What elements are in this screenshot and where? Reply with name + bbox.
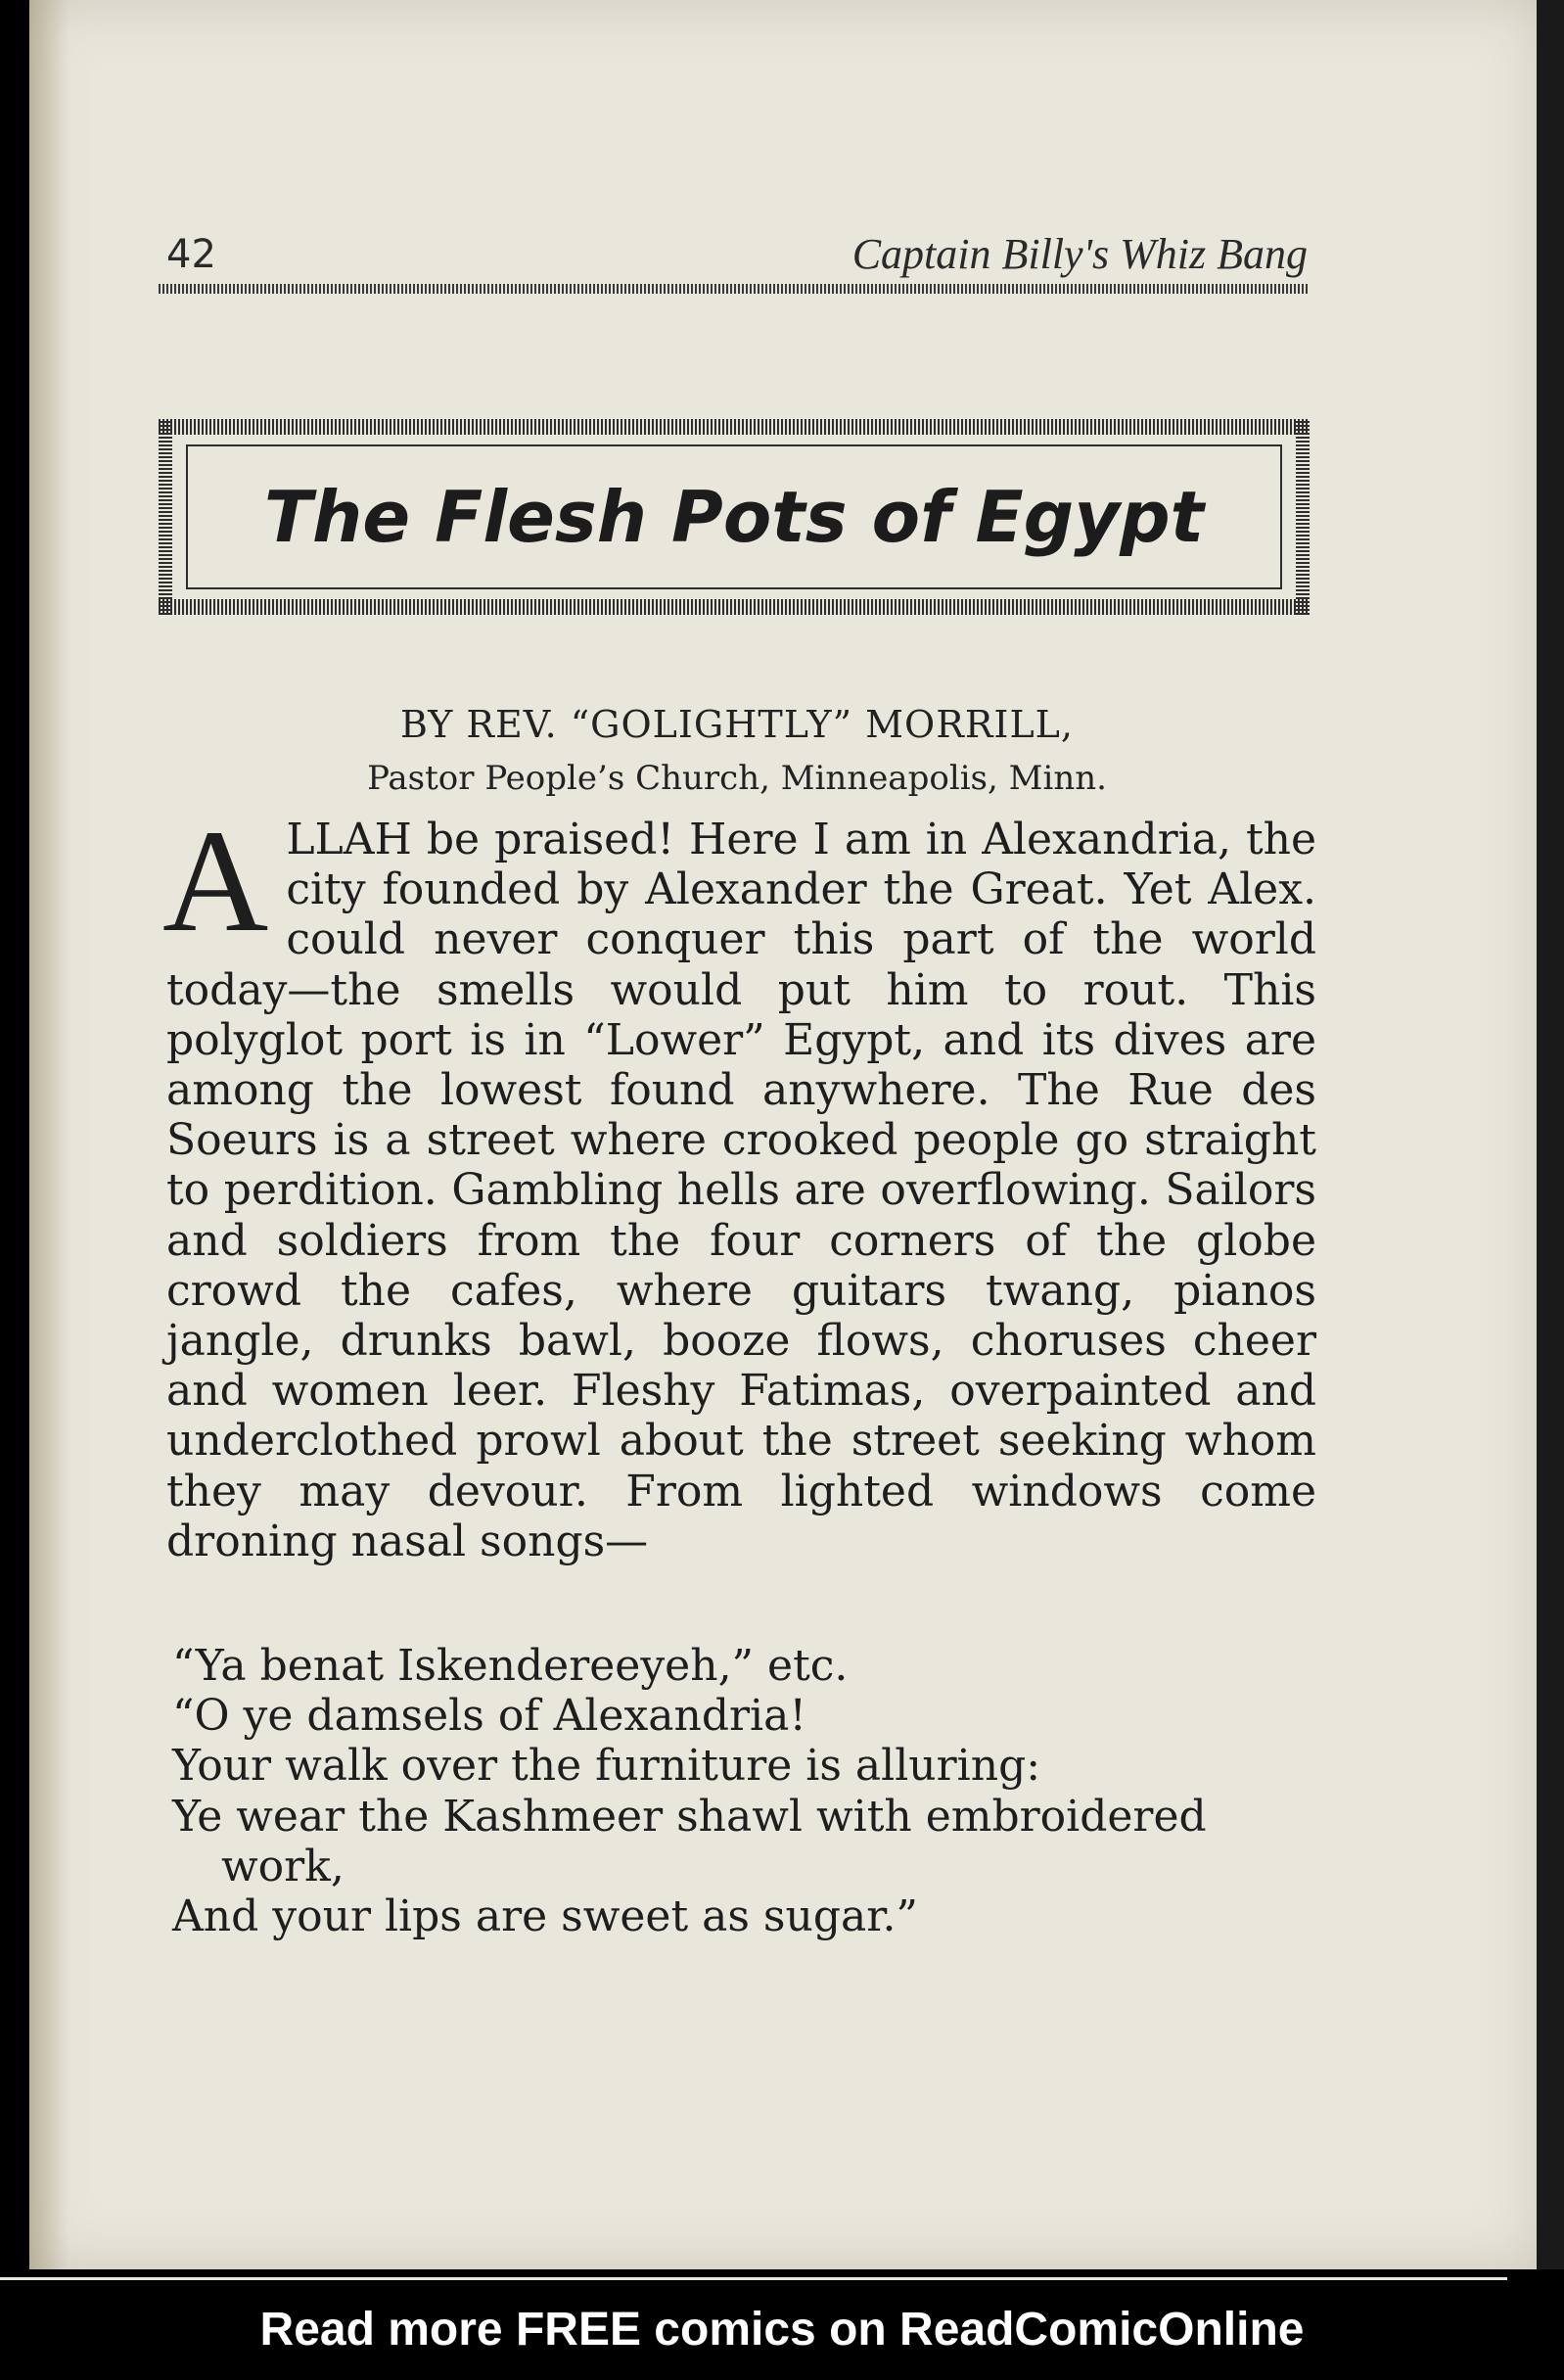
header-rule xyxy=(159,284,1310,294)
running-header xyxy=(166,230,1308,278)
article-body xyxy=(162,800,1316,1566)
poem-line: Your walk over the furniture is alluring: xyxy=(172,1741,1041,1792)
footer-divider xyxy=(0,2277,1507,2280)
page-edge xyxy=(1537,0,1564,2271)
article-title: The Flesh Pots of Egypt xyxy=(263,476,1205,558)
poem-line: “Ya benat Iskendereeyeh,” etc. xyxy=(172,1641,849,1691)
page-number: 42 xyxy=(166,232,216,277)
poem-line: Ye wear the Kashmeer shawl with embroidered xyxy=(172,1791,1207,1842)
page-spine-shadow xyxy=(29,0,69,2269)
promo-banner-link[interactable]: Read more FREE comics on ReadComicOnline xyxy=(259,2304,1305,2356)
running-title: Captain Billy's Whiz Bang xyxy=(851,230,1308,278)
poem-quote xyxy=(172,1641,1317,1941)
drop-cap: A xyxy=(162,800,269,962)
poem-line-continuation: work, xyxy=(221,1841,345,1891)
frame-top-border xyxy=(159,419,1310,435)
title-frame xyxy=(159,419,1310,615)
poem-line: “O ye damsels of Alexandria! xyxy=(172,1691,807,1742)
author-affiliation: Pastor People’s Church, Minneapolis, Minn. xyxy=(367,759,1107,798)
byline: BY REV. “GOLIGHTLY” MORRILL, xyxy=(400,703,1074,746)
frame-bottom-border xyxy=(159,599,1310,615)
body-paragraph: LLAH be praised! Here I am in Alexandria, the city founded by Alexander the Great. Yet Alex. could never conquer this part of the world today—the smells would put him to rout. This polyglot port is in “Lower” Egypt, and its dives are among the lowest found anywhere. The Rue des Soeurs is a street where crooked people go straight to perdition. Gambling hells are overflowing. Sailors and soldiers from the four corners of the globe crowd the cafes, where guitars twang, pianos jangle, drunks bawl, booze flows, choruses cheer and women leer. Fleshy Fatimas, overpainted and underclothed prowl about the street seeking whom they may devour. From lighted windows come droning nasal songs— xyxy=(166,815,1316,1566)
poem-line: And your lips are sweet as sugar.” xyxy=(172,1891,918,1942)
